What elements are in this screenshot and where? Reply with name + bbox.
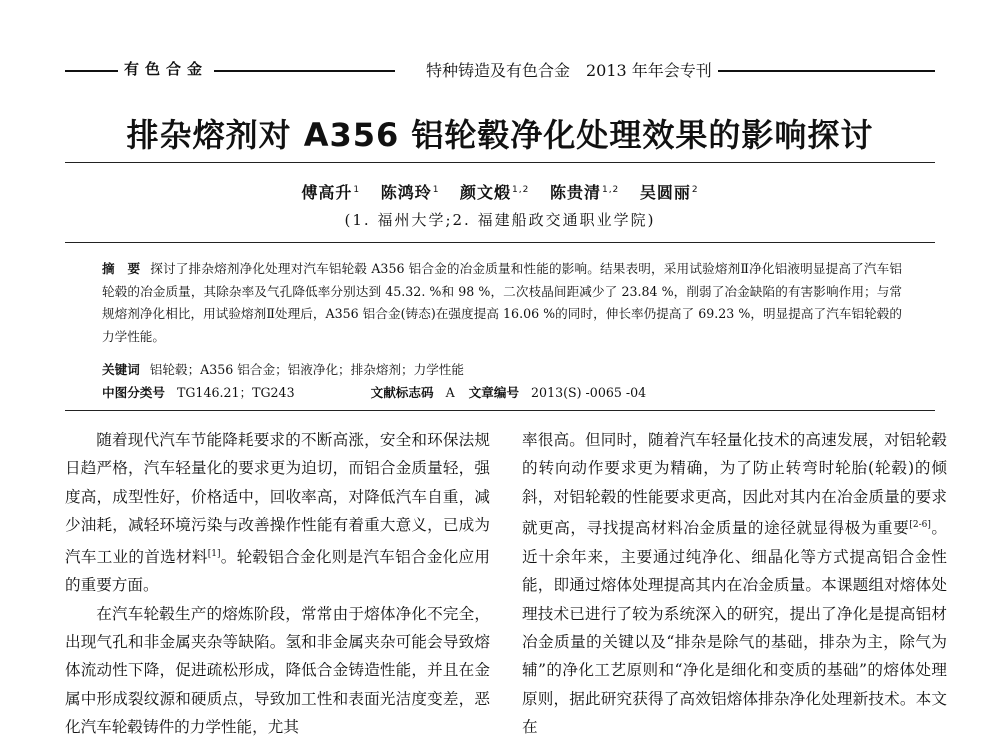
author: 陈贵清$^{1,2}$	[549, 183, 620, 202]
article-number-value: 2013(S) -0065 -04	[531, 385, 647, 400]
article-number-label: 文章编号	[468, 385, 520, 400]
abstract	[102, 258, 902, 348]
author-list	[0, 180, 1000, 203]
doc-code-value: A	[445, 385, 455, 400]
author: 吴圆丽$^2$	[639, 183, 699, 202]
affiliation-rule	[65, 242, 935, 243]
issue-label: 特种铸造及有色合金 2013 年年会专刊	[420, 58, 718, 81]
affiliations: (1. 福州大学;2. 福建船政交通职业学院)	[344, 211, 656, 229]
clc-label: 中图分类号	[102, 385, 165, 400]
keywords	[102, 359, 464, 378]
keywords-label: 关键词	[102, 362, 140, 377]
classification-line	[102, 382, 646, 401]
abstract-rule	[65, 410, 935, 411]
header-rule-left	[65, 70, 395, 72]
author: 颜文煅$^{1,2}$	[460, 183, 530, 202]
journal-section: 有色合金	[118, 58, 214, 79]
abstract-text: 探讨了排杂熔剂净化处理对汽车铝轮毂 A356 铝合金的冶金质量和性能的影响。结果表明，采用试验熔剂Ⅱ净化铝液明显提高了汽车铝轮毂的冶金质量，其除杂率及气孔降低率分别达到 45.32. %和 98 %，二次枝晶间距减少了 23.84 %，削弱了冶金缺陷的有害影响作用；与常规熔剂净化相比，用试验熔剂Ⅱ处理后，A356 铝合金(铸态)在强度提高 16.06 %的同时，伸长率仍提高了 69.23 %，明显提高了汽车铝轮毂的力学性能。	[102, 261, 903, 344]
paragraph: 率很高。但同时，随着汽车轻量化技术的高速发展，对铝轮毂的转向动作要求更为精确，为了防止转弯时轮胎(轮毂)的倾斜，对铝轮毂的性能要求更高，因此对其内在冶金质量的要求就更高，寻找提高材料冶金质量的途径就显得极为重要[2-6]。近十余年来，主要通过纯净化、细晶化等方式提高铝合金性能，即通过熔体处理提高其内在冶金质量。本课题组对熔体处理技术已进行了较为系统深入的研究，提出了净化是提高铝材冶金质量的关键以及“排杂是除气的基础，排杂为主，除气为辅”的净化工艺原则和“净化是细化和变质的基础”的熔体处理原则，据此研究获得了高效铝熔体排杂净化处理新技术。本文在	[522, 431, 947, 737]
citation: [2-6]	[909, 520, 931, 531]
keywords-text: 铝轮毂；A356 铝合金；铝液净化；排杂熔剂；力学性能	[149, 362, 464, 377]
clc-value: TG146.21；TG243	[176, 385, 295, 400]
paper-title: 排杂熔剂对 A356 铝轮毂净化处理效果的影响探讨	[126, 116, 874, 154]
citation: [1]	[207, 548, 221, 559]
author: 傅高升$^1$	[301, 183, 361, 202]
abstract-label: 摘 要	[102, 261, 141, 276]
paragraph: 在汽车轮毂生产的熔炼阶段，常常由于熔体净化不完全，出现气孔和非金属夹杂等缺陷。氢和非金属夹杂可能会导致熔体流动性下降，促进疏松形成，降低合金铸造性能，并且在金属中形成裂纹源和硬质点，导致加工性和表面光洁度变差，恶化汽车轮毂铸件的力学性能，尤其	[65, 604, 490, 737]
doc-code-label: 文献标志码	[370, 385, 434, 400]
body-column-right	[522, 426, 947, 742]
body-column-left	[65, 426, 490, 742]
title-rule	[65, 162, 935, 163]
paragraph: 随着现代汽车节能降耗要求的不断高涨，安全和环保法规日趋严格，汽车轻量化的要求更为迫切，而铝合金质量轻，强度高，成型性好，价格适中，回收率高，对降低汽车自重，减少油耗，减轻环境污染与改善操作性能有着重大意义，已成为汽车工业的首选材料[1]。轮毂铝合金化则是汽车铝合金化应用的重要方面。	[65, 431, 490, 595]
author: 陈鸿玲$^1$	[380, 183, 440, 202]
